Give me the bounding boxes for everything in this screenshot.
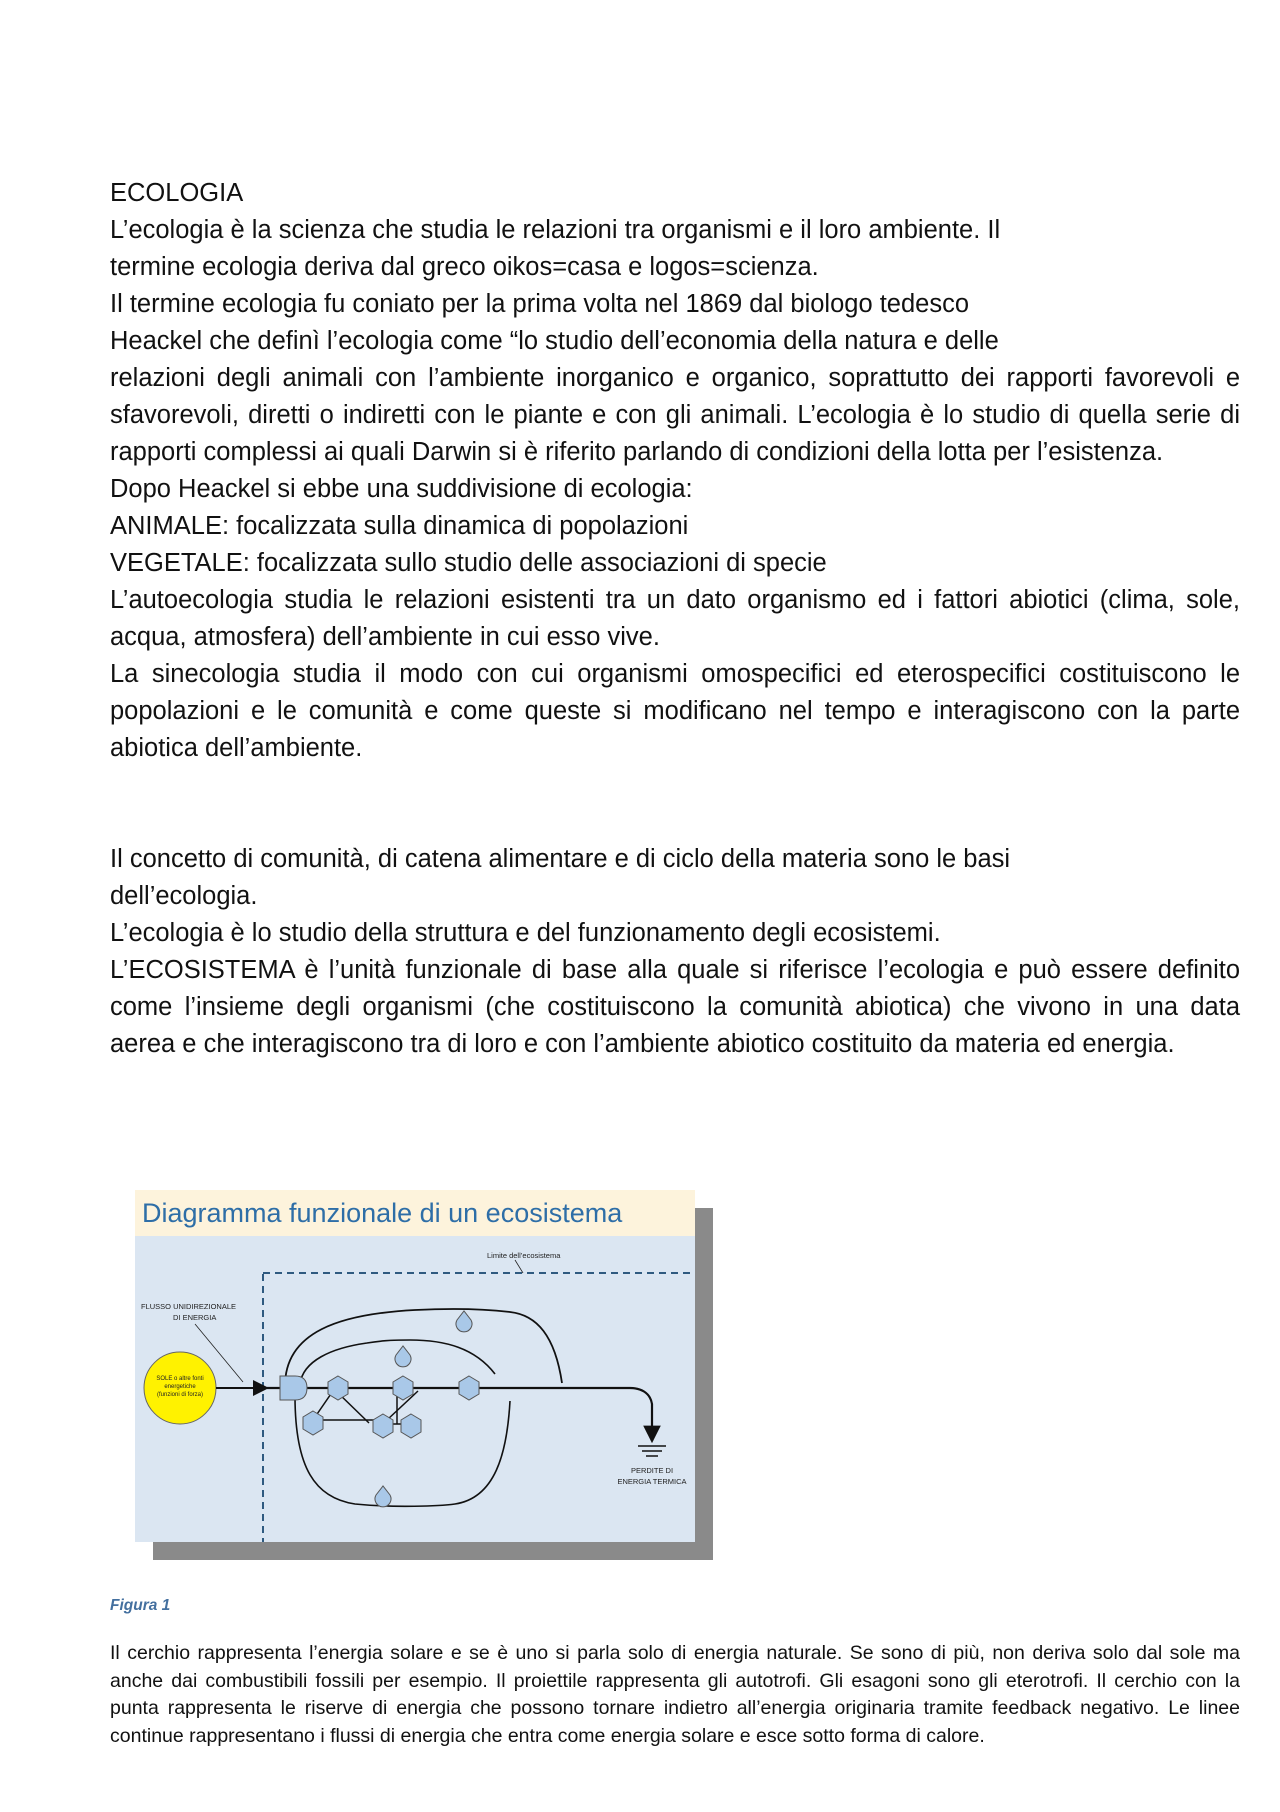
paragraph-line: Il termine ecologia fu coniato per la prima volta nel 1869 dal biologo tedesco — [110, 290, 970, 318]
paragraph-line: termine ecologia deriva dal greco oikos=casa e logos=scienza. — [110, 253, 819, 281]
energy-storage-icon — [456, 1311, 472, 1332]
heterotroph-hexagon-icon — [393, 1376, 413, 1400]
heterotroph-hexagon-icon — [303, 1411, 323, 1435]
paragraph-line: Il concetto di comunità, di catena alimentare e di ciclo della materia sono le basi — [110, 845, 1011, 873]
boundary-label: Limite dell’ecosistema — [487, 1251, 561, 1260]
heterotroph-hexagon-icon — [459, 1376, 479, 1400]
sun-label-line-3: (funzioni di forza) — [156, 1392, 204, 1398]
paragraph-autoecologia: L’autoecologia studia le relazioni esistenti tra un dato organismo ed i fattori abiotici (clima, sole, acqua, atmosfera) dell’ambiente in cui esso vive. — [110, 586, 1240, 651]
figure-title: Diagramma funzionale di un ecosistema — [142, 1198, 623, 1228]
flow-label-line-2: DI ENERGIA — [173, 1313, 217, 1322]
loss-label-line-2: ENERGIA TERMICA — [617, 1477, 687, 1486]
figure-title-bar — [135, 1190, 695, 1236]
feedback-loop-lower — [295, 1396, 510, 1506]
paragraph-sinecologia: La sinecologia studia il modo con cui organismi omospecifici ed eterospecifici costituiscono le popolazioni e le comunità e come queste si modificano nel tempo e interagiscono con la parte abiotica dell’ambiente. — [110, 660, 1240, 762]
document-heading: ECOLOGIA — [110, 179, 244, 207]
energy-storage-icon — [395, 1346, 411, 1367]
paragraph-line: Heackel che definì l’ecologia come “lo studio dell’economia della natura e delle — [110, 327, 999, 355]
ecosystem-diagram — [135, 1236, 695, 1542]
paragraph-line: ANIMALE: focalizzata sulla dinamica di popolazioni — [110, 512, 689, 540]
paragraph-line: Dopo Heackel si ebbe una suddivisione di ecologia: — [110, 475, 693, 503]
paragraph-ecosistema: L’ECOSISTEMA è l’unità funzionale di base alla quale si riferisce l’ecologia e può essere definito come l’insieme degli organismi (che costituiscono la comunità abiotica) che vivono in una data aerea e che interagiscono tra di loro e con l’ambiente abiotico costituito da materia ed energia. — [110, 956, 1240, 1058]
paragraph-line: L’ecologia è lo studio della struttura e del funzionamento degli ecosistemi. — [110, 919, 941, 947]
ecosystem-boundary — [263, 1273, 695, 1542]
paragraph-line: L’ecologia è la scienza che studia le relazioni tra organismi e il loro ambiente. Il — [110, 216, 1001, 244]
document-body — [110, 175, 1240, 1063]
boundary-leader-line — [515, 1260, 523, 1273]
sun-label-line-1: SOLE o altre fonti — [156, 1376, 204, 1382]
loss-label-line-1: PERDITE DI — [630, 1466, 674, 1475]
paragraph-haeckel-definition: relazioni degli animali con l’ambiente inorganico e organico, soprattutto dei rapporti favorevoli e sfavorevoli, diretti o indiretti con le piante e con gli animali. L’ecologia è lo studio di quella serie di rapporti complessi ai quali Darwin si è riferito parlando di condizioni della lotta per l’esistenza. — [110, 364, 1240, 466]
energy-storage-icon — [375, 1486, 391, 1507]
heterotroph-hexagon-icon — [328, 1376, 348, 1400]
sun-label-line-2: energetiche — [164, 1384, 196, 1390]
paragraph-line: VEGETALE: focalizzata sullo studio delle associazioni di specie — [110, 549, 827, 577]
flow-label-line-1: FLUSSO UNIDIREZIONALE — [141, 1302, 237, 1311]
ecosystem-figure — [135, 1190, 715, 1560]
figure-panel — [135, 1190, 695, 1542]
autotroph-bullet-icon — [280, 1376, 307, 1400]
figure-caption: Figura 1 — [110, 1597, 171, 1614]
heterotroph-hexagon-icon — [401, 1414, 421, 1438]
feedback-loop-outer — [285, 1309, 562, 1386]
figure-description: Il cerchio rappresenta l’energia solare e se è uno si parla solo di energia naturale. Se sono di più, non deriva solo dal sole ma anche dai combustibili fossili per esempio. Il proiettile rappresenta gli autotrofi. Gli esagoni sono gli eterotrofi. Il cerchio con la punta rappresenta le riserve di energia che possono tornare indietro all’energia originaria tramite feedback negativo. Le linee continue rappresentano i flussi di energia che entra come energia solare e esce sotto forma di calore. — [110, 1642, 1240, 1747]
paragraph-spacer — [110, 767, 1240, 841]
energy-flow-line — [267, 1388, 652, 1441]
paragraph-line: dell’ecologia. — [110, 882, 258, 910]
